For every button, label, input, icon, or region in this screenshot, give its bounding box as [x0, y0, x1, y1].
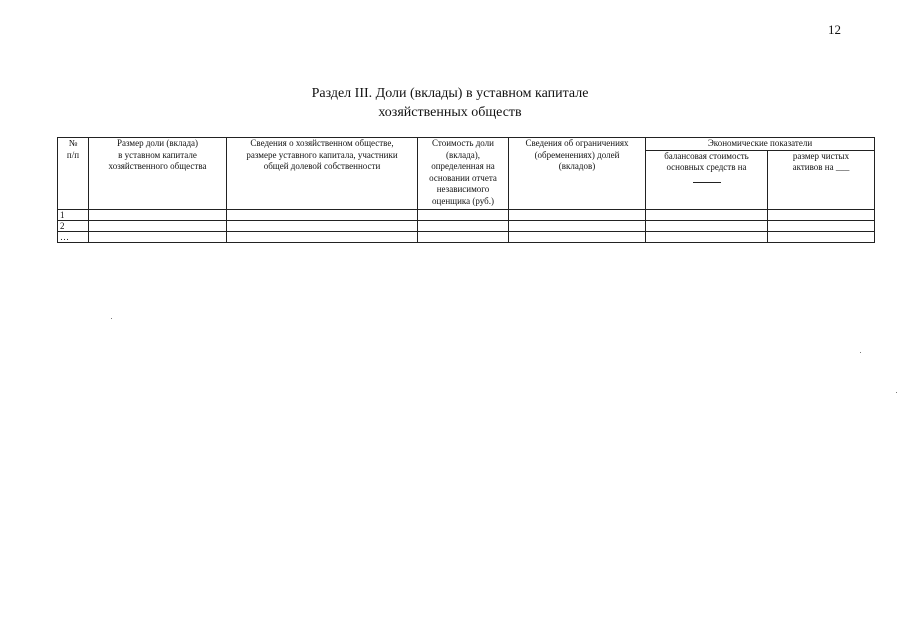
table-row — [58, 231, 875, 242]
cell-empty — [418, 209, 509, 220]
cell-empty — [646, 231, 768, 242]
scan-speck — [111, 318, 112, 319]
section-title-line-2: хозяйственных обществ — [378, 105, 522, 120]
scan-speck — [860, 352, 861, 353]
cell-empty — [89, 209, 227, 220]
cell-empty — [509, 209, 646, 220]
table-row — [58, 220, 875, 231]
header-share-value: Стоимость доли (вклада), определенная на основании отчета независимого оценщика (руб.) — [418, 138, 509, 210]
cell-empty — [509, 220, 646, 231]
header-num: № п/п — [58, 138, 89, 210]
header-economic: Экономические показатели — [646, 138, 875, 151]
cell-empty — [768, 220, 875, 231]
row-number: 1 — [58, 209, 89, 220]
cell-empty — [227, 209, 418, 220]
shares-table — [57, 137, 875, 243]
cell-empty — [418, 220, 509, 231]
header-company-info: Сведения о хозяйственном обществе, размере уставного капитала, участники общей долевой собственности — [227, 138, 418, 210]
cell-empty — [227, 220, 418, 231]
cell-empty — [646, 209, 768, 220]
cell-empty — [227, 231, 418, 242]
table-header-row-1 — [58, 138, 875, 151]
table-row — [58, 209, 875, 220]
scan-speck — [896, 392, 897, 393]
row-number: 2 — [58, 220, 89, 231]
header-share-size: Размер доли (вклада) в уставном капитале хозяйственного общества — [89, 138, 227, 210]
row-number: … — [58, 231, 89, 242]
header-restrictions: Сведения об ограничениях (обременениях) долей (вкладов) — [509, 138, 646, 210]
cell-empty — [89, 231, 227, 242]
page-number: 12 — [828, 22, 841, 37]
header-net-assets: размер чистых активов на ___ — [768, 150, 875, 209]
net-assets-blank: ___ — [835, 162, 850, 172]
fill-in-blank — [693, 174, 721, 183]
section-title — [230, 84, 670, 122]
cell-empty — [646, 220, 768, 231]
cell-empty — [509, 231, 646, 242]
cell-empty — [768, 209, 875, 220]
section-title-line-1: Раздел III. Доли (вклады) в уставном капитале — [311, 86, 589, 101]
cell-empty — [418, 231, 509, 242]
cell-empty — [768, 231, 875, 242]
cell-empty — [89, 220, 227, 231]
header-book-value: балансовая стоимость основных средств на — [646, 150, 768, 209]
